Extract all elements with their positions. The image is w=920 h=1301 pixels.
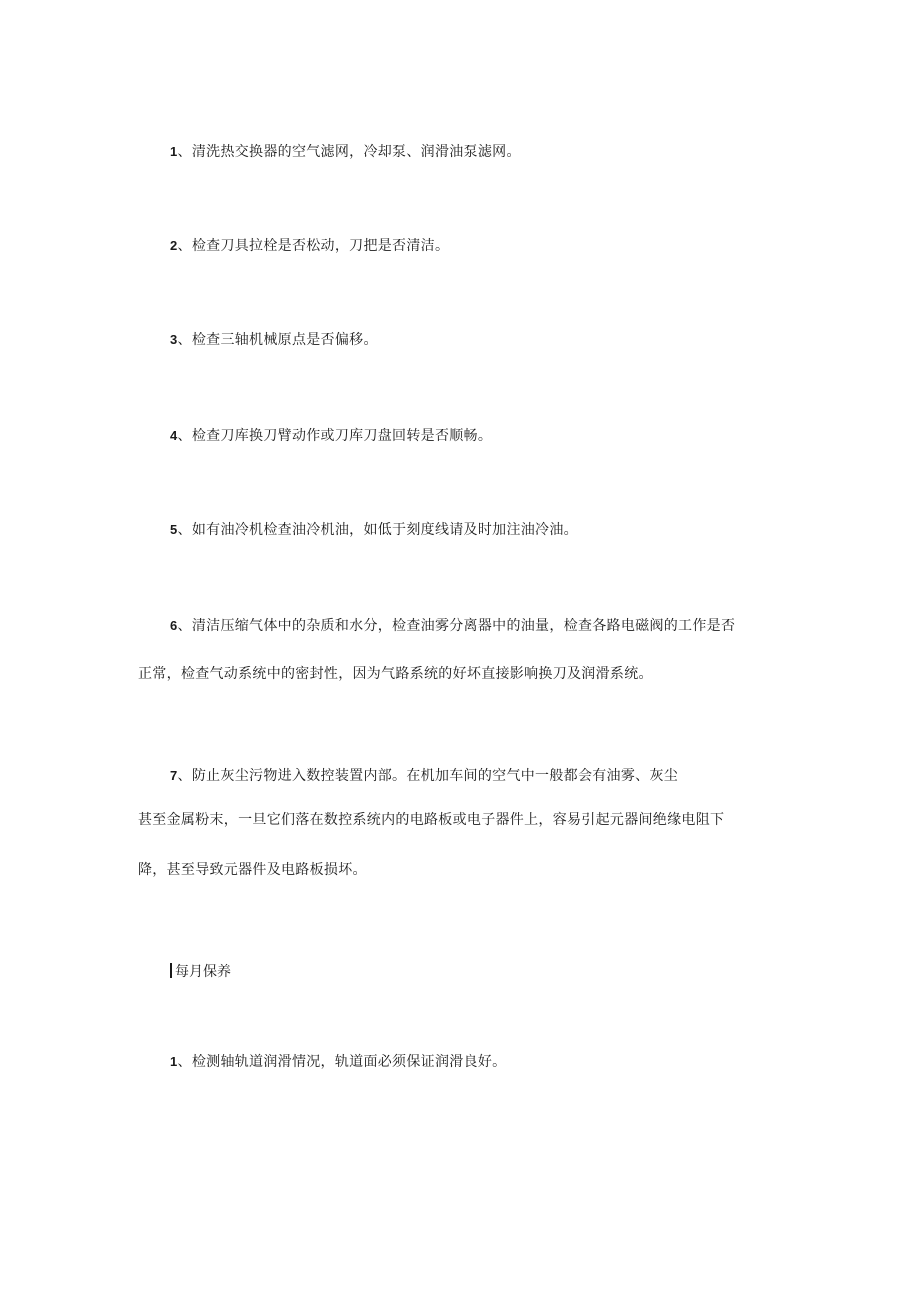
- list-item-continuation: 正常，检查气动系统中的密封性，因为气路系统的好坏直接影响换刀及润滑系统。: [138, 666, 653, 682]
- list-item-continuation: 甚至金属粉末，一旦它们落在数控系统内的电路板或电子器件上，容易引起元器间绝缘电阻下: [138, 812, 725, 828]
- list-item: [170, 1053, 506, 1071]
- list-item: [170, 143, 521, 161]
- item-text: 防止灰尘污物进入数控装置内部。在机加车间的空气中一般都会有油雾、灰尘: [191, 768, 679, 784]
- item-separator: 、: [177, 428, 192, 444]
- item-text: 清洗热交换器的空气滤网，冷却泵、润滑油泵滤网。: [191, 144, 521, 160]
- list-item: [170, 427, 492, 445]
- section-heading: [170, 963, 231, 981]
- item-text: 如有油冷机检查油冷机油，如低于刻度线请及时加注油冷油。: [191, 522, 578, 538]
- list-item: [170, 617, 735, 635]
- item-number: 4: [170, 428, 178, 443]
- list-item-continuation: 降，甚至导致元器件及电路板损坏。: [138, 862, 367, 878]
- item-number: 3: [170, 332, 178, 347]
- item-number: 7: [170, 768, 178, 783]
- list-item: [170, 767, 678, 785]
- item-text: 检查三轴机械原点是否偏移。: [191, 332, 378, 348]
- item-separator: 、: [177, 768, 192, 784]
- item-number: 2: [170, 238, 178, 253]
- item-separator: 、: [177, 238, 192, 254]
- list-item: [170, 237, 449, 255]
- item-text: 检测轴轨道润滑情况，轨道面必须保证润滑良好。: [191, 1054, 507, 1070]
- item-number: 5: [170, 522, 178, 537]
- section-heading-text: 每月保养: [175, 964, 231, 980]
- item-text: 检查刀具拉栓是否松动，刀把是否清洁。: [191, 238, 450, 254]
- item-number: 1: [170, 1054, 178, 1069]
- item-separator: 、: [177, 1054, 192, 1070]
- heading-marker: [170, 963, 172, 978]
- item-number: 1: [170, 144, 178, 159]
- item-separator: 、: [177, 144, 192, 160]
- list-item: [170, 521, 578, 539]
- item-text: 检查刀库换刀臂动作或刀库刀盘回转是否顺畅。: [191, 428, 493, 444]
- list-item: [170, 331, 378, 349]
- item-separator: 、: [177, 332, 192, 348]
- item-separator: 、: [177, 522, 192, 538]
- item-separator: 、: [177, 618, 192, 634]
- item-number: 6: [170, 618, 178, 633]
- item-text: 清洁压缩气体中的杂质和水分，检查油雾分离器中的油量，检查各路电磁阀的工作是否: [191, 618, 736, 634]
